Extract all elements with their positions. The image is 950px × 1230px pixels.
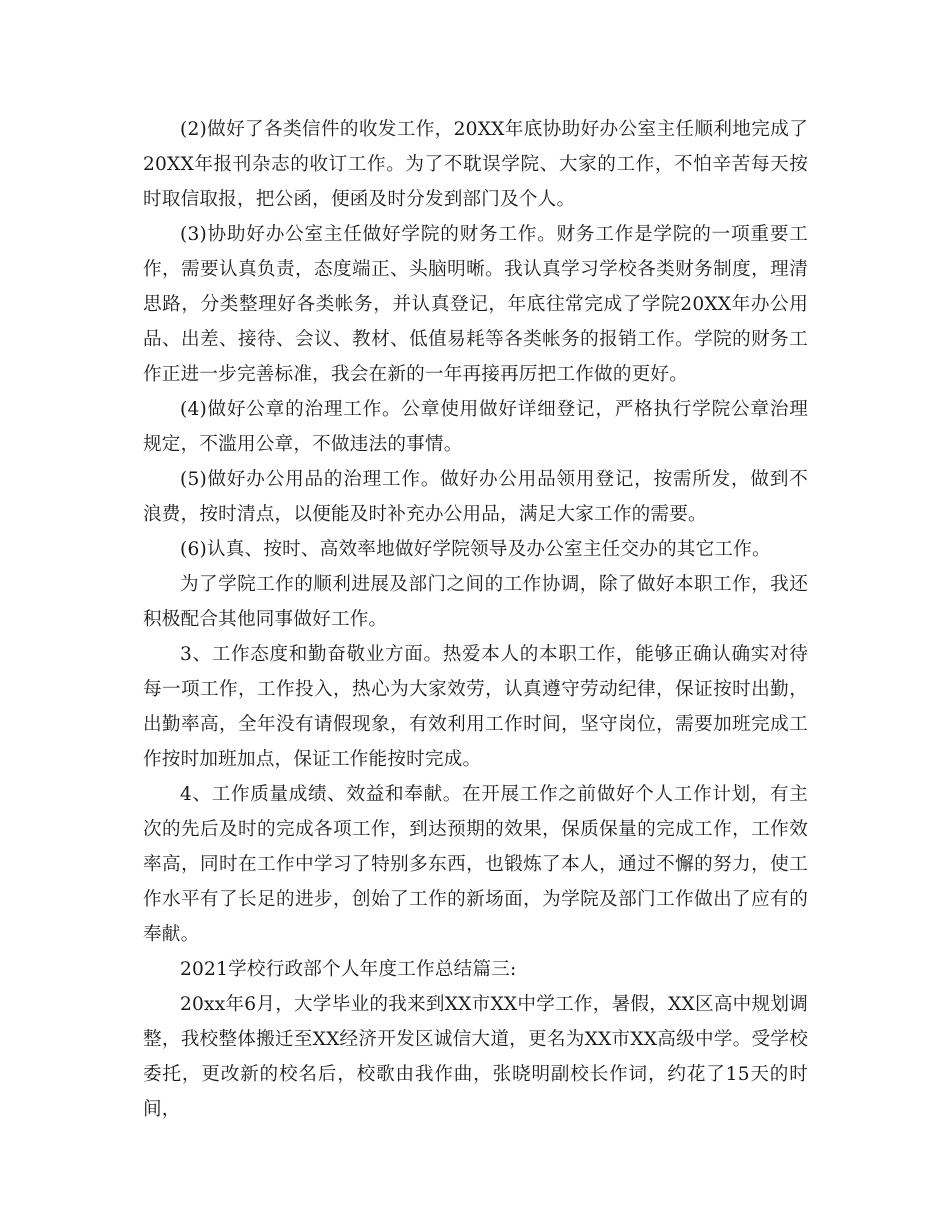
paragraph-other-tasks: (6)认真、按时、高效率地做好学院领导及办公室主任交办的其它工作。 — [180, 539, 771, 560]
paragraph-finance: (3)协助好办公室主任做好学院的财务工作。财务工作是学院的一项重要工作，需要认真负责，态度端正、头脑明晰。我认真学习学校各类财务制度，理清思路，分类整理好各类帐务，并认真登记，年底往常完成了学院20XX年办公用品、出差、接待、会议、教材、低值易耗等各类帐务的报销工作。学院的财务工作正进一步完善标准，我会在新的一年再接再厉把工作做的更好。 — [143, 224, 808, 385]
section-heading: 2021学校行政部个人年度工作总结篇三: — [180, 959, 517, 980]
paragraph-school-history: 20xx年6月，大学毕业的我来到XX市XX中学工作，暑假，XX区高中规划调整，我校整体搬迁至XX经济开发区诚信大道，更名为XX市XX高级中学。受学校委托，更改新的校名后，校歌由我作曲，张晓明副校长作词，约花了15天的时间， — [143, 994, 808, 1120]
paragraph-work-quality: 4、工作质量成绩、效益和奉献。在开展工作之前做好个人工作计划，有主次的先后及时的完成各项工作，到达预期的效果，保质保量的完成工作，工作效率高，同时在工作中学习了特别多东西，也锻炼了本人，通过不懈的努力，使工作水平有了长足的进步，创始了工作的新场面，为学院及部门工作做出了应有的奉献。 — [143, 784, 808, 945]
paragraph-seal: (4)做好公章的治理工作。公章使用做好详细登记，严格执行学院公章治理规定，不滥用公章，不做违法的事情。 — [143, 399, 808, 455]
paragraph-work-attitude: 3、工作态度和勤奋敬业方面。热爱本人的本职工作，能够正确认确实对待每一项工作，工作投入，热心为大家效劳，认真遵守劳动纪律，保证按时出勤，出勤率高，全年没有请假现象，有效利用工作时间，坚守岗位，需要加班完成工作按时加班加点，保证工作能按时完成。 — [143, 644, 808, 770]
paragraph-letters: (2)做好了各类信件的收发工作，20XX年底协助好办公室主任顺利地完成了20XX年报刊杂志的收订工作。为了不耽误学院、大家的工作，不怕辛苦每天按时取信取报，把公函，便函及时分发到部门及个人。 — [143, 119, 808, 210]
document-body — [143, 112, 808, 1127]
paragraph-cooperation: 为了学院工作的顺利进展及部门之间的工作协调，除了做好本职工作，我还积极配合其他同事做好工作。 — [143, 574, 808, 630]
paragraph-office-supplies: (5)做好办公用品的治理工作。做好办公用品领用登记，按需所发，做到不浪费，按时清点，以便能及时补充办公用品，满足大家工作的需要。 — [143, 469, 808, 525]
